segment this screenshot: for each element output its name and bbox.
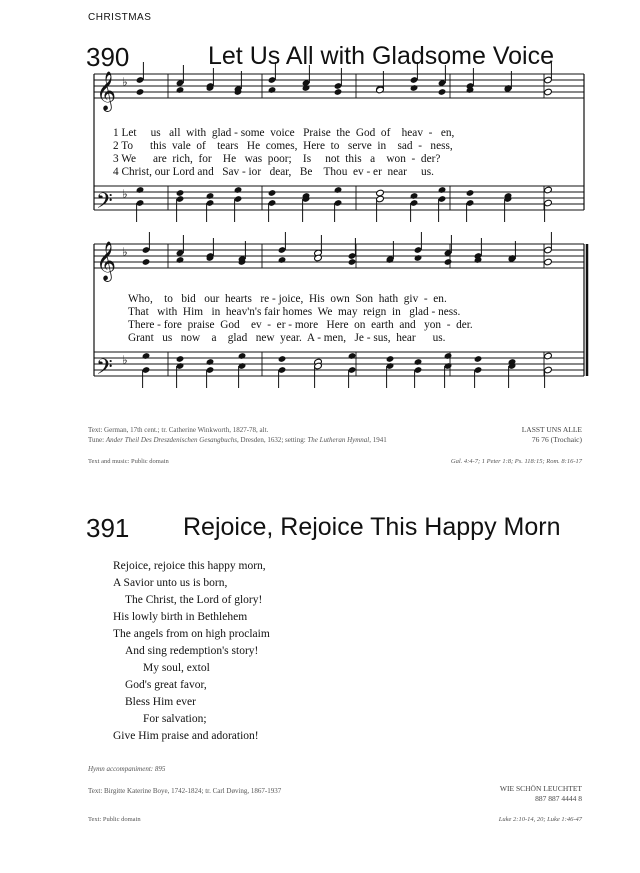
- verse-line-4b: Grant us now a glad new year. A - men, Je - sus, hear us.: [128, 332, 446, 344]
- note-head: [278, 355, 287, 363]
- flat-icon: ♭: [122, 353, 128, 367]
- hymn-390-text-credit: Text: German, 17th cent.; tr. Catherine Winkworth, 1827-78, alt.: [88, 426, 269, 434]
- note-head: [544, 246, 553, 254]
- note-head: [544, 186, 553, 194]
- note-head: [142, 258, 151, 266]
- verse-line-3a: 3 We are rich, for He was poor; Is not this a won - der?: [113, 153, 441, 165]
- treble-clef-icon: 𝄞: [96, 241, 117, 281]
- hymn-390-tune-credit: Tune: Ander Theil Des Dreszdenischen Gesangbuchs, Dresden, 1632; setting: The Lutheran Hymnal, 1941: [88, 436, 387, 444]
- verse-line-1b: Who, to bid our hearts re - joice, His own Son hath giv - en.: [128, 293, 447, 305]
- note-head: [474, 355, 483, 363]
- poem-line: God's great favor,: [125, 679, 207, 691]
- flat-icon: ♭: [122, 75, 128, 89]
- note-head: [348, 258, 357, 266]
- note-head: [444, 258, 453, 266]
- hymn-391-accompaniment: Hymn accompaniment: 895: [88, 765, 166, 773]
- poem-line: Give Him praise and adoration!: [113, 730, 259, 742]
- note-head: [544, 366, 553, 374]
- note-head: [268, 189, 277, 197]
- hymn-391-title: Rejoice, Rejoice This Happy Morn: [183, 513, 561, 541]
- hymn-390-meter: 76 76 (Trochaic): [531, 435, 582, 444]
- note-head: [466, 189, 475, 197]
- hymn-390-copyright: Text and music: Public domain: [88, 458, 169, 465]
- treble-clef-icon: 𝄞: [96, 71, 117, 111]
- note-head: [334, 186, 343, 194]
- poem-line: His lowly birth in Bethlehem: [113, 611, 248, 623]
- poem-line: And sing redemption's story!: [125, 645, 259, 657]
- note-head: [414, 254, 423, 262]
- poem-line: The Christ, the Lord of glory!: [125, 594, 263, 606]
- note-head: [410, 192, 419, 200]
- poem-line: The angels from on high proclaim: [113, 628, 270, 640]
- note-head: [544, 76, 553, 84]
- note-head: [438, 186, 447, 194]
- note-head: [176, 256, 185, 264]
- poem-line: A Savior unto us is born,: [113, 577, 228, 589]
- music-notation: [0, 0, 640, 420]
- note-head: [136, 88, 145, 96]
- poem-line: Bless Him ever: [125, 696, 196, 708]
- note-head: [544, 352, 553, 360]
- note-head: [348, 352, 357, 360]
- note-head: [176, 189, 185, 197]
- note-head: [544, 88, 553, 96]
- hymn-391-meter: 887 887 4444 8: [535, 794, 582, 803]
- flat-icon: ♭: [122, 245, 128, 259]
- poem-line: For salvation;: [143, 713, 207, 725]
- hymn-391-number: 391: [86, 513, 130, 543]
- bass-clef-icon: 𝄢: [96, 355, 113, 385]
- hymn-391-scripture: Luke 2:10-14, 20; Luke 1:46-47: [498, 816, 582, 823]
- note-head: [206, 192, 215, 200]
- hymn-390-title: Let Us All with Gladsome Voice: [208, 42, 554, 70]
- verse-line-4a: 4 Christ, our Lord and Sav - ior dear, Be Thou ev - er near us.: [113, 166, 434, 178]
- poem-line: My soul, extol: [143, 662, 210, 674]
- note-head: [278, 256, 287, 264]
- verse-line-2a: 2 To this vale of tears He comes, Here to serve in sad - ness,: [113, 140, 453, 152]
- note-head: [334, 88, 343, 96]
- hymn-390-tune-name: LASST UNS ALLE: [521, 425, 582, 434]
- poem-line: Rejoice, rejoice this happy morn,: [113, 560, 266, 572]
- note-head: [302, 84, 311, 92]
- note-head: [176, 355, 185, 363]
- note-head: [438, 88, 447, 96]
- note-head: [376, 195, 385, 203]
- verse-line-3b: There - fore praise God ev - er - more Here on earth and yon - der.: [128, 319, 473, 331]
- note-head: [414, 358, 423, 366]
- note-head: [544, 258, 553, 266]
- note-head: [238, 352, 247, 360]
- verse-line-1a: 1 Let us all with glad - some voice Praise the God of heav - en,: [113, 127, 455, 139]
- note-head: [410, 84, 419, 92]
- note-head: [206, 358, 215, 366]
- note-head: [386, 355, 395, 363]
- verse-line-2b: That with Him in heav'n's fair homes We may reign in glad - ness.: [128, 306, 461, 318]
- note-head: [234, 186, 243, 194]
- note-head: [142, 352, 151, 360]
- hymn-391-tune-name: WIE SCHÖN LEUCHTET: [499, 784, 582, 793]
- flat-icon: ♭: [122, 187, 128, 201]
- hymn-391-text-credit: Text: Birgitte Katerine Boye, 1742-1824; tr. Carl Døving, 1867-1937: [88, 787, 282, 795]
- bass-clef-icon: 𝄢: [96, 189, 113, 219]
- note-head: [136, 186, 145, 194]
- note-head: [444, 352, 453, 360]
- note-head: [268, 86, 277, 94]
- note-head: [176, 86, 185, 94]
- hymn-391-copyright: Text: Public domain: [88, 816, 141, 823]
- hymn-390-scripture: Gal. 4:4-7; 1 Peter 1:8; Ps. 118:15; Rom. 8:16-17: [450, 458, 582, 465]
- note-head: [544, 199, 553, 207]
- section-label: CHRISTMAS: [88, 12, 152, 23]
- hymn-390-number: 390: [86, 42, 130, 72]
